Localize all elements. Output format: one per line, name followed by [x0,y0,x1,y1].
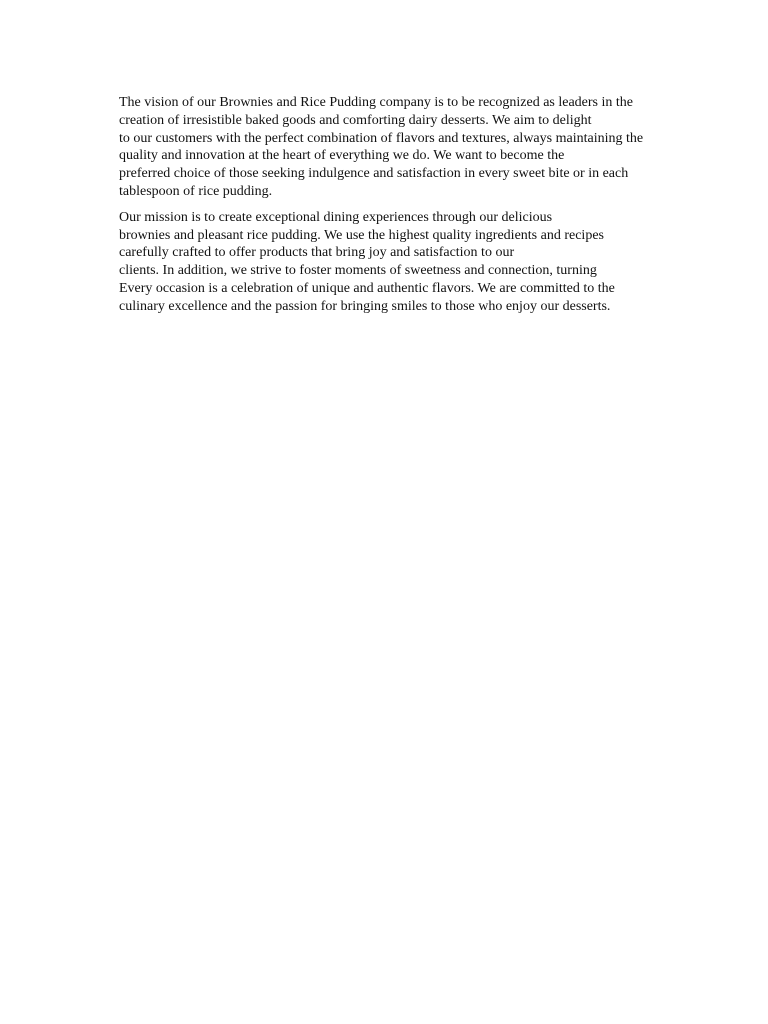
document-page [119,94,719,316]
paragraph-line: The vision of our Brownies and Rice Pudding company is to be recognized as leaders in the [119,95,633,110]
paragraph-line: quality and innovation at the heart of everything we do. We want to become the [119,148,565,164]
vision-paragraph [119,94,719,201]
paragraph-line: carefully crafted to offer products that bring joy and satisfaction to our [119,245,515,261]
paragraph-line: Every occasion is a celebration of unique and authentic flavors. We are committed to the [119,280,615,296]
paragraph-line: Our mission is to create exceptional dining experiences through our delicious [119,209,553,225]
paragraph-line: clients. In addition, we strive to foster moments of sweetness and connection, turning [119,263,597,279]
paragraph-line: preferred choice of those seeking indulgence and satisfaction in every sweet bite or in each [119,166,629,182]
mission-paragraph [119,209,719,316]
paragraph-line: brownies and pleasant rice pudding. We use the highest quality ingredients and recipes [119,227,604,243]
paragraph-line: to our customers with the perfect combination of flavors and textures, always maintaining the [119,130,644,146]
paragraph-line: creation of irresistible baked goods and comforting dairy desserts. We aim to delight [119,112,592,128]
paragraph-line: tablespoon of rice pudding. [119,183,273,199]
paragraph-line: culinary excellence and the passion for bringing smiles to those who enjoy our desserts. [119,298,611,314]
